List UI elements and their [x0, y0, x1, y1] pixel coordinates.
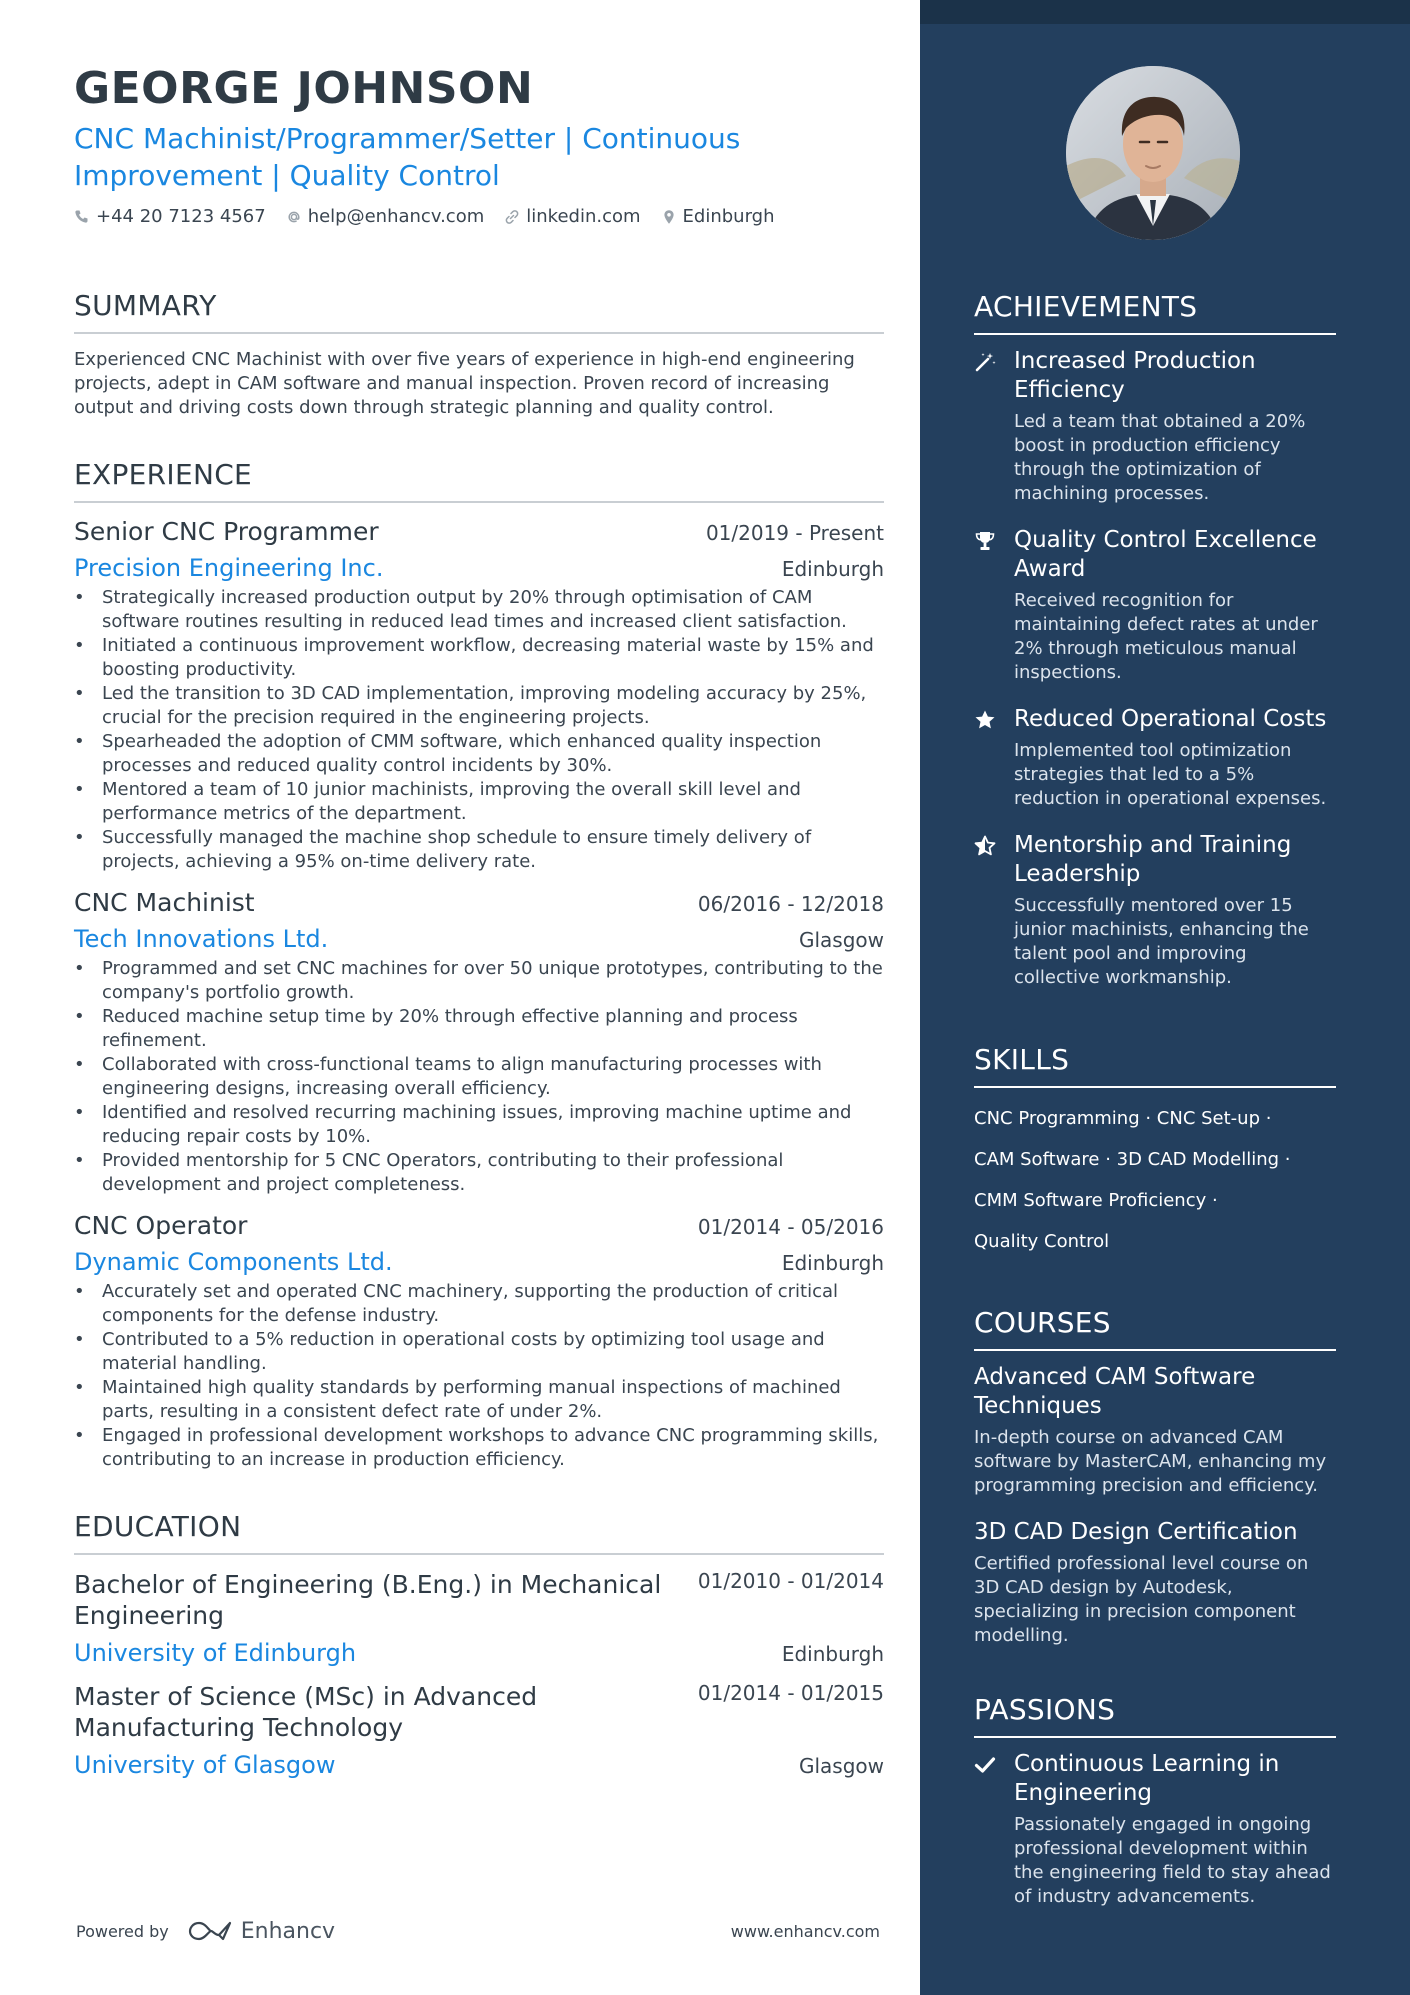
summary-section	[74, 289, 920, 420]
passions-section	[974, 1693, 1336, 1909]
brand-name: Enhancv	[240, 1918, 336, 1944]
skills-section	[974, 1043, 1336, 1262]
job-bullet: • Provided mentorship for 5 CNC Operators, contributing to their professional development and project completeness.	[74, 1149, 884, 1197]
achievement-item	[974, 705, 1336, 811]
company-name: Precision Engineering Inc.	[74, 554, 384, 582]
job-entry	[74, 888, 884, 1197]
job-date: 01/2019 - Present	[705, 521, 884, 545]
achievement-item	[974, 526, 1336, 685]
courses-section	[974, 1306, 1336, 1648]
education-date: 01/2010 - 01/2014	[697, 1569, 884, 1593]
passion-desc: Passionately engaged in ongoing professional development within the engineering field to stay ahead of industry advancements.	[1014, 1814, 1331, 1907]
passion-title: Continuous Learning in Engineering	[1014, 1751, 1280, 1806]
skills-list	[974, 1098, 1336, 1262]
achievement-title: Reduced Operational Costs	[1014, 706, 1327, 732]
phone-icon	[74, 209, 90, 225]
job-bullet: • Accurately set and operated CNC machinery, supporting the production of critical components for the defense industry.	[74, 1280, 884, 1328]
degree-title: Master of Science (MSc) in Advanced Manufacturing Technology	[74, 1682, 538, 1742]
achievements-section	[974, 290, 1336, 990]
job-title: CNC Operator	[74, 1211, 248, 1240]
footer	[76, 1918, 880, 1944]
skill-line: CAM Software · 3D CAD Modelling ·	[974, 1149, 1291, 1170]
achievement-title: Mentorship and Training Leadership	[1014, 832, 1292, 887]
job-location: Edinburgh	[781, 557, 884, 581]
job-entry	[74, 1211, 884, 1472]
job-bullet: • Strategically increased production output by 20% through optimisation of CAM software routines resulting in reduced lead times and increased client satisfaction.	[74, 586, 884, 634]
school-location: Glasgow	[798, 1754, 884, 1778]
education-section	[74, 1510, 920, 1779]
achievements-title: ACHIEVEMENTS	[974, 290, 1336, 335]
school-name: University of Edinburgh	[74, 1639, 357, 1667]
education-title: EDUCATION	[74, 1510, 884, 1555]
achievement-item	[974, 347, 1336, 506]
skill-line: Quality Control	[974, 1231, 1110, 1252]
course-desc: Certified professional level course on 3D CAD design by Autodesk, specializing in precision component modelling.	[974, 1553, 1309, 1646]
achievement-desc: Received recognition for maintaining defect rates at under 2% through meticulous manual inspections.	[1014, 590, 1318, 683]
education-entry	[74, 1569, 884, 1667]
job-date: 01/2014 - 05/2016	[697, 1215, 884, 1239]
courses-title: COURSES	[974, 1306, 1336, 1351]
star-half-icon	[974, 835, 996, 857]
summary-text: Experienced CNC Machinist with over five years of experience in high-end engineering projects, adept in CAM software and manual inspection. Proven record of increasing output and driving costs down through strategic planning and quality control.	[74, 349, 855, 418]
footer-website[interactable]: www.enhancv.com	[730, 1921, 880, 1941]
skill-line: CMM Software Proficiency ·	[974, 1190, 1218, 1211]
job-bullet: • Identified and resolved recurring machining issues, improving machine uptime and reducing repair costs by 10%.	[74, 1101, 884, 1149]
candidate-name: GEORGE JOHNSON	[74, 63, 534, 114]
job-bullet: • Programmed and set CNC machines for over 50 unique prototypes, contributing to the company's portfolio growth.	[74, 957, 884, 1005]
link-icon	[504, 209, 520, 225]
checkmark-icon	[974, 1754, 996, 1776]
job-location: Edinburgh	[781, 1251, 884, 1275]
job-bullet: • Collaborated with cross-functional teams to align manufacturing processes with engineering designs, increasing overall efficiency.	[74, 1053, 884, 1101]
experience-section	[74, 458, 920, 1472]
job-bullets	[74, 957, 884, 1197]
sidebar-top-strip	[920, 0, 1410, 24]
job-bullet: • Engaged in professional development workshops to advance CNC programming skills, contributing to an increase in production efficiency.	[74, 1424, 884, 1472]
powered-by	[76, 1918, 335, 1944]
contact-email-text: help@enhancv.com	[307, 206, 485, 227]
job-bullets	[74, 586, 884, 874]
achievement-item	[974, 831, 1336, 990]
job-bullet: • Maintained high quality standards by performing manual inspections of machined parts, resulting in a consistent defect rate of under 2%.	[74, 1376, 884, 1424]
company-name: Dynamic Components Ltd.	[74, 1248, 393, 1276]
contact-location	[661, 206, 775, 227]
job-bullet: • Led the transition to 3D CAD implementation, improving modeling accuracy by 25%, crucial for the precision required in the engineering projects.	[74, 682, 884, 730]
education-date: 01/2014 - 01/2015	[697, 1681, 884, 1705]
degree-title: Bachelor of Engineering (B.Eng.) in Mechanical Engineering	[74, 1570, 662, 1630]
job-title: CNC Machinist	[74, 888, 255, 917]
course-title: 3D CAD Design Certification	[974, 1519, 1298, 1545]
job-bullet: • Successfully managed the machine shop schedule to ensure timely delivery of projects, achieving a 95% on-time delivery rate.	[74, 826, 884, 874]
contact-phone[interactable]	[74, 206, 266, 227]
summary-title: SUMMARY	[74, 289, 884, 334]
course-desc: In-depth course on advanced CAM software by MasterCAM, enhancing my programming precision and efficiency.	[974, 1427, 1327, 1496]
job-bullet: • Reduced machine setup time by 20% through effective planning and process refinement.	[74, 1005, 884, 1053]
course-item	[974, 1518, 1336, 1648]
achievement-title: Quality Control Excellence Award	[1014, 527, 1317, 582]
achievement-desc: Led a team that obtained a 20% boost in production efficiency through the optimization of machining processes.	[1014, 411, 1306, 504]
enhancv-logo-icon	[187, 1918, 233, 1944]
profile-photo	[1066, 66, 1240, 240]
skill-line: CNC Programming · CNC Set-up ·	[974, 1108, 1272, 1129]
job-bullet: • Mentored a team of 10 junior machinists, improving the overall skill level and performance metrics of the department.	[74, 778, 884, 826]
job-bullet: • Initiated a continuous improvement workflow, decreasing material waste by 15% and boosting productivity.	[74, 634, 884, 682]
course-item	[974, 1363, 1336, 1498]
contact-email[interactable]	[286, 206, 485, 227]
job-entry	[74, 517, 884, 874]
magic-wand-icon	[974, 351, 996, 373]
powered-by-label: Powered by	[76, 1921, 169, 1941]
sidebar	[920, 0, 1410, 1995]
achievement-desc: Successfully mentored over 15 junior machinists, enhancing the talent pool and improving collective workmanship.	[1014, 895, 1309, 988]
achievement-title: Increased Production Efficiency	[1014, 348, 1256, 403]
school-location: Edinburgh	[781, 1642, 884, 1666]
contact-linkedin-text: linkedin.com	[526, 206, 641, 227]
education-entry	[74, 1681, 884, 1779]
job-location: Glasgow	[798, 928, 884, 952]
job-date: 06/2016 - 12/2018	[697, 892, 884, 916]
course-title: Advanced CAM Software Techniques	[974, 1364, 1256, 1419]
star-icon	[974, 709, 996, 731]
school-name: University of Glasgow	[74, 1751, 336, 1779]
skills-title: SKILLS	[974, 1043, 1336, 1088]
headline: CNC Machinist/Programmer/Setter | Continuous Improvement | Quality Control	[74, 122, 741, 192]
job-bullets	[74, 1280, 884, 1472]
job-bullet: • Contributed to a 5% reduction in operational costs by optimizing tool usage and material handling.	[74, 1328, 884, 1376]
contact-linkedin[interactable]	[504, 206, 640, 227]
trophy-icon	[974, 530, 996, 552]
avatar	[1066, 66, 1240, 240]
contact-phone-text: +44 20 7123 4567	[96, 206, 266, 227]
company-name: Tech Innovations Ltd.	[74, 925, 329, 953]
location-pin-icon	[661, 209, 677, 225]
passion-item	[974, 1750, 1336, 1909]
passions-title: PASSIONS	[974, 1693, 1336, 1738]
experience-title: EXPERIENCE	[74, 458, 884, 503]
job-bullet: • Spearheaded the adoption of CMM software, which enhanced quality inspection processes and reduced quality control incidents by 30%.	[74, 730, 884, 778]
enhancv-logo[interactable]	[187, 1918, 335, 1944]
achievement-desc: Implemented tool optimization strategies that led to a 5% reduction in operational expenses.	[1014, 740, 1327, 809]
at-icon	[286, 209, 302, 225]
contact-bar	[74, 206, 920, 227]
contact-location-text: Edinburgh	[682, 206, 775, 227]
job-title: Senior CNC Programmer	[74, 517, 379, 546]
